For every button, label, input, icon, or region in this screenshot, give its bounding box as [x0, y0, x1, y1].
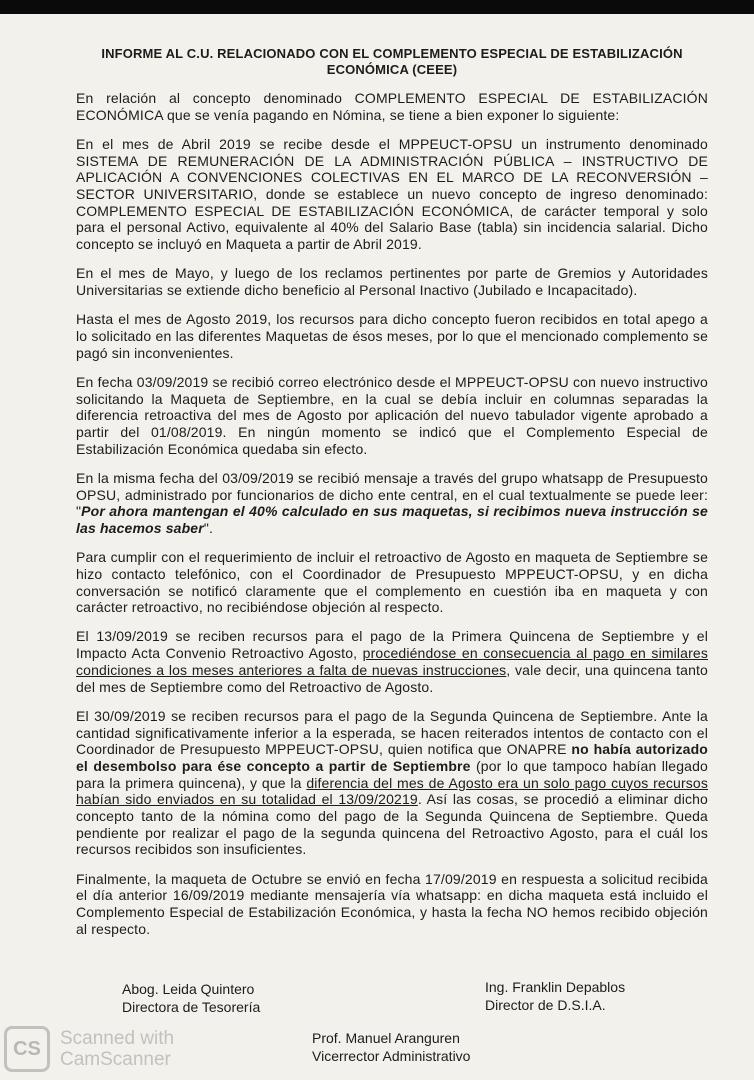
second-fortnight-underlined: diferencia del mes de Agosto era un solo pago cuyos recursos habían sido enviados en su totalidad el 13/09/20219	[76, 774, 708, 808]
document-title: INFORME AL C.U. RELACIONADO CON EL COMPLEMENTO ESPECIAL DE ESTABILIZACIÓN ECONÓMICA (CEEE)	[101, 46, 683, 77]
paragraph-second-fortnight	[76, 708, 708, 858]
whatsapp-quote: Por ahora mantengan el 40% calculado en sus maquetas, si recibimos nueva instrucción se las hacemos saber	[76, 503, 708, 536]
signature-right-role: Director de D.S.I.A.	[485, 997, 606, 1013]
paragraph-october: Finalmente, la maqueta de Octubre se envió en fecha 17/09/2019 en respuesta a solicitud recibida el día anterior 16/09/2019 mediante mensajería vía whatsapp: en dicha maqueta está incluido el Complemento Especial de Estabilización Económica, y hasta la fecha NO hemos recibido objeción al respecto.	[76, 870, 708, 937]
signature-left-name: Abog. Leida Quintero	[122, 981, 255, 997]
first-fortnight-end: , vale decir, una quincena tanto del mes de Septiembre como del Retroactivo de Agosto.	[76, 661, 708, 695]
paragraph-may: En el mes de Mayo, y luego de los reclamos pertinentes por parte de Gremios y Autoridades Universitarias se extiende dicho beneficio al Personal Inactivo (Jubilado e Incapacitado).	[76, 265, 708, 299]
watermark-line-1: Scanned with	[60, 1028, 175, 1049]
paragraph-whatsapp	[76, 470, 708, 537]
document-body	[76, 40, 708, 950]
camscanner-logo-icon: CS	[4, 1026, 50, 1072]
second-fortnight-text: El 30/09/2019 se reciben recursos para el pago de la Segunda Quincena de Septiembre. Ante la cantidad significativamente inferior a la esperada, se hacen reiterados intentos de contacto con el Coordinador de Presupuesto MPPEUCT-OPSU, quien notifica que ONAPRE	[76, 707, 708, 758]
watermark-line-2: CamScanner	[60, 1049, 171, 1070]
signature-center	[312, 1029, 470, 1065]
whatsapp-text: En la misma fecha del 03/09/2019 se recibió mensaje a través del grupo whatsapp de Presupuesto OPSU, administrado por funcionarios de dicho ente central, en el cual textualmente se puede leer: "	[76, 469, 708, 520]
signature-left	[122, 980, 260, 1016]
camscanner-watermark	[4, 1024, 200, 1074]
signature-right	[485, 978, 625, 1014]
watermark-text	[60, 1028, 174, 1070]
paragraph-email: En fecha 03/09/2019 se recibió correo electrónico desde el MPPEUCT-OPSU con nuevo instructivo solicitando la Maqueta de Septiembre, en la cual se debía incluir en columnas separadas la diferencia retroactiva del mes de Agosto por aplicación del nuevo tabulador vigente aprobado a partir del 01/08/2019. En ningún momento se indicó que el Complemento Especial de Estabilización Económica quedaba sin efecto.	[76, 373, 708, 457]
top-dark-edge	[0, 0, 754, 14]
first-fortnight-text: El 13/09/2019 se reciben recursos para el pago de la Primera Quincena de Septiembre y el Impacto Acta Convenio Retroactivo Agosto,	[76, 628, 708, 662]
signature-center-role: Vicerrector Administrativo	[312, 1048, 471, 1064]
paragraph-intro: En relación al concepto denominado COMPLEMENTO ESPECIAL DE ESTABILIZACIÓN ECONÓMICA que se venía pagando en Nómina, se tiene a bien exponer lo siguiente:	[76, 90, 708, 123]
paragraph-august: Hasta el mes de Agosto 2019, los recursos para dicho concepto fueron recibidos en total apego a lo solicitado en las diferentes Maquetas de ésos meses, por lo que el mencionado complemento se pagó sin inconvenientes.	[76, 311, 708, 361]
signature-right-name: Ing. Franklin Depablos	[485, 979, 626, 995]
second-fortnight-end: . Así las cosas, se procedió a eliminar dicho concepto tanto de la nómina como del pago de la Segunda Quincena de Septiembre. Queda pendiente por realizar el pago de la segunda quincena del Retroactivo Agosto, para el cuál los recursos recibidos son insuficientes.	[76, 791, 708, 858]
whatsapp-quote-end: ".	[203, 519, 214, 536]
signature-center-name: Prof. Manuel Aranguren	[312, 1030, 460, 1046]
signature-left-role: Directora de Tesorería	[122, 999, 261, 1015]
paragraph-phone-contact: Para cumplir con el requerimiento de incluir el retroactivo de Agosto en maqueta de Septiembre se hizo contacto telefónico, con el Coordinador de Presupuesto MPPEUCT-OPSU, y en dicha conversación se notificó claramente que el complemento en cuestión iba en maqueta y con carácter retroactivo, no recibiéndose objeción al respecto.	[76, 549, 708, 616]
paragraph-april: En el mes de Abril 2019 se recibe desde el MPPEUCT-OPSU un instrumento denominado SISTEMA DE REMUNERACIÓN DE LA ADMINISTRACIÓN PÚBLICA – INSTRUCTIVO DE APLICACIÓN A CONVENCIONES COLECTIVAS EN EL MARCO DE LA RECONVERSIÓN – SECTOR UNIVERSITARIO, donde se establece un nuevo concepto de ingreso denominado: COMPLEMENTO ESPECIAL DE ESTABILIZACIÓN ECONÓMICA, de carácter temporal y solo para el personal Activo, equivalente al 40% del Salario Base (tabla) sin incidencia salarial. Dicho concepto se incluyó en Maqueta a partir de Abril 2019.	[76, 135, 708, 253]
paragraph-first-fortnight	[76, 628, 708, 695]
second-fortnight-bold: no había autorizado el desembolso para ése concepto a partir de Septiembre	[76, 741, 708, 774]
second-fortnight-mid: (por lo que tampoco habían llegado para la primera quincena), y que la	[76, 757, 708, 791]
first-fortnight-underlined: procediéndose en consecuencia al pago en similares condiciones a los meses anteriores a falta de nuevas instrucciones	[76, 645, 709, 678]
